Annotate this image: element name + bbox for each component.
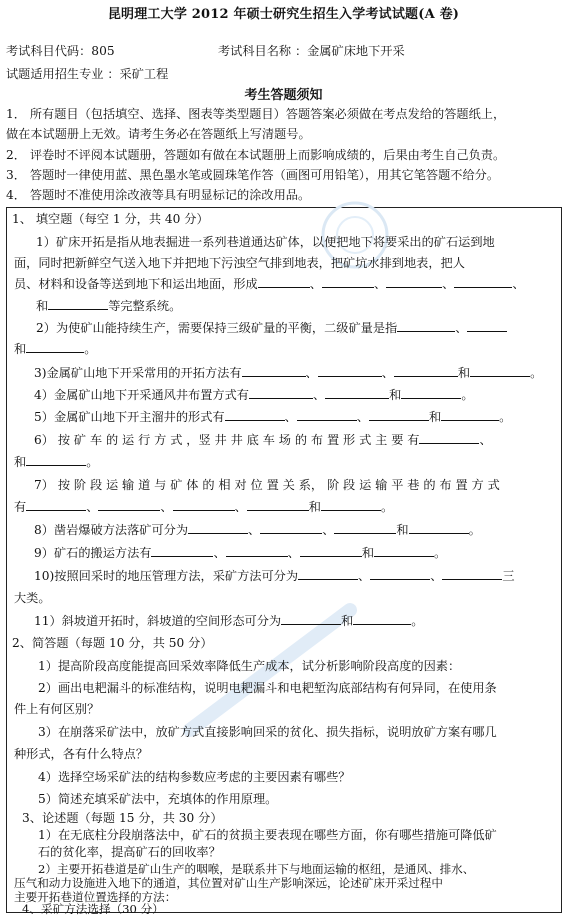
question-8-text: 8）凿岩爆破方法落矿可分为 [34, 523, 189, 537]
question-9-text: 9）矿石的搬运方法有 [34, 546, 152, 560]
question-line: 2）画出电耙漏斗的标准结构，说明电耙漏斗和电耙堑沟底部结构有何异同，在使用条 [38, 681, 497, 695]
answer-blank [397, 320, 455, 332]
answer-blank [325, 387, 389, 399]
answer-blank [442, 568, 502, 580]
question-line: 3）在崩落采矿法中，放矿方式直接影响回采的贫化、损失指标，说明放矿方案有哪几 [38, 725, 497, 739]
answer-blank [226, 545, 288, 557]
question-line: 压气和动力设施进入地下的通道，其位置对矿山生产影响深远，论述矿床开采过程中 [14, 876, 443, 890]
notice-rule: 1． 所有题目（包括填空、选择、图表等类型题目）答题答案必须做在考点发给的答题纸上， [6, 107, 506, 121]
section-3-title: 3、论述题（每题 15 分，共 30 分） [22, 811, 223, 825]
answer-blank [401, 387, 461, 399]
question-7-line: 7） 按 阶 段 运 输 道 与 矿 体 的 相 对 位 置 关 系， 阶 段 运 输 平 巷 的 布 置 方 式 [34, 478, 500, 492]
answer-blank [370, 568, 430, 580]
answer-blank [48, 298, 108, 310]
applicable-major: 试题适用招生专业 ：采矿工程 [6, 67, 169, 81]
question-2-line: 和 。 [14, 342, 97, 356]
question-7-line: 有 、 、 、 和 。 [14, 500, 394, 514]
section-4-title: 4、采矿方法选择（30 分） [22, 902, 164, 916]
answer-blank [353, 613, 411, 625]
question-1-text: 员、材料和设备等送到地下和运出地面，形成 [14, 277, 258, 291]
answer-blank [173, 499, 235, 511]
question-2-text: 和 [14, 342, 27, 356]
answer-blank [298, 568, 358, 580]
answer-blank [300, 545, 362, 557]
question-7-text: 有 [14, 500, 27, 514]
question-1-text: 和 [36, 299, 49, 313]
question-line: 1）提高阶段高度能提高回采效率降低生产成本，试分析影响阶段高度的因素： [38, 659, 461, 673]
notice-rule: 4． 答题时不准使用涂改液等具有明显标记的涂改用品。 [6, 188, 311, 202]
answer-blank [454, 276, 512, 288]
exam-title: 昆明理工大学 2012 年硕士研究生招生入学考试试题(A 卷) [107, 7, 460, 22]
answer-blank [369, 409, 429, 421]
answer-blank [386, 276, 442, 288]
answer-blank [322, 276, 374, 288]
question-8-text: 和 [396, 523, 409, 537]
question-11-text: 11）斜坡道开拓时，斜坡道的空间形态可分为 [34, 614, 282, 628]
section-1-title: 1、 填空题（每空 1 分，共 40 分） [12, 212, 209, 226]
question-4-text: 4）金属矿山地下开采通风井布置方式有 [34, 388, 249, 402]
answer-blank [26, 341, 84, 353]
answer-blank [409, 522, 469, 534]
answer-blank [258, 276, 310, 288]
question-7-text: 和 [308, 500, 321, 514]
question-line: 2）主要开拓巷道是矿山生产的咽喉，是联系井下与地面运输的枢纽，是通风、排水、 [38, 862, 475, 876]
answer-blank [297, 409, 357, 421]
question-2-text: 2）为使矿山能持续生产，需要保持三级矿量的平衡，二级矿量是指 [36, 321, 398, 335]
question-1-line: 1）矿床开拓是指从地表掘进一系列巷道通达矿体，以便把地下将要采出的矿石运到地 [36, 235, 495, 249]
question-10-text: 10)按照回采时的地压管理方法，采矿方法可分为 [34, 569, 299, 583]
question-11-line: 11）斜坡道开拓时，斜坡道的空间形态可分为 和 。 [34, 614, 424, 628]
question-6-text: 和 [14, 455, 27, 469]
question-2-line: 2）为使矿山能持续生产，需要保持三级矿量的平衡，二级矿量是指 、 [36, 319, 507, 337]
question-line: 1）在无底柱分段崩落法中，矿石的贫损主要表现在哪些方面，你有哪些措施可降低矿 [38, 828, 497, 842]
question-8-line: 8）凿岩爆破方法落矿可分为 、 、 和 。 [34, 523, 481, 537]
section-2-title: 2、简答题（每题 10 分，共 50 分） [12, 636, 213, 650]
notice-rule: 2． 评卷时不评阅本试题册，答题如有做在本试题册上而影响成绩的，后果由考生自己负责。 [6, 148, 506, 162]
question-3-text: 和 [457, 366, 471, 380]
question-6-text: 6） 按 矿 车 的 运 行 方 式 ，竖 井 井 底 车 场 的 布 置 形 式 主 要 有 [34, 433, 420, 447]
question-1-line: 员、材料和设备等送到地下和运出地面，形成 、 、 、 、 [14, 277, 525, 291]
notice-rule: 3． 答题时一律使用蓝、黑色墨水笔或圆珠笔作答（画图可用铅笔），用其它笔答题不给分。 [6, 168, 500, 182]
subject-name: 考试科目名称 ：金属矿床地下开采 [218, 44, 405, 58]
answer-blank [318, 365, 382, 377]
answer-blank [26, 499, 86, 511]
question-10-line: 10)按照回采时的地压管理方法，采矿方法可分为 、 、 三 [34, 569, 515, 583]
question-line: 4）选择空场采矿法的结构参数应考虑的主要因素有哪些？ [38, 770, 351, 784]
answer-blank [26, 454, 86, 466]
question-10-text: 三 [502, 569, 515, 583]
answer-blank [321, 499, 381, 511]
question-line: 种形式，各有什么特点？ [14, 747, 149, 761]
notice-title: 考生答题须知 [244, 88, 323, 103]
question-1-line [36, 297, 181, 315]
question-1-text: 等完整系统。 [108, 299, 182, 313]
answer-blank [281, 613, 341, 625]
answer-blank [441, 409, 499, 421]
answer-blank [242, 365, 306, 377]
question-1-line: 面，同时把新鲜空气送入地下并把地下污浊空气排到地表，把矿坑水排到地表，把人 [14, 256, 465, 270]
question-4-line: 4）金属矿山地下开采通风井布置方式有 、 和 。 [34, 388, 474, 402]
question-4-text: 和 [389, 388, 402, 402]
question-9-line: 9）矿石的搬运方法有 、 、 和 。 [34, 546, 447, 560]
question-11-text: 和 [341, 614, 354, 628]
question-9-text: 和 [361, 546, 375, 560]
question-5-text: 和 [428, 410, 442, 424]
notice-rule: 做在本试题册上无效。请考生务必在答题纸上写清题号。 [6, 127, 311, 141]
subject-code: 考试科目代码：805 [6, 44, 115, 58]
answer-blank [374, 545, 434, 557]
answer-blank [394, 365, 458, 377]
answer-blank [247, 499, 309, 511]
answer-blank [249, 387, 313, 399]
question-5-text: 5）金属矿山地下开主溜井的形式有 [34, 410, 225, 424]
answer-blank [98, 499, 160, 511]
answer-blank [470, 365, 530, 377]
question-line: 件上有何区别？ [14, 702, 100, 716]
question-6-line: 和 。 [14, 455, 99, 469]
question-line: 石的贫化率，提高矿石的回收率？ [38, 845, 221, 859]
question-line: 5）简述充填采矿法中，充填体的作用原理。 [38, 792, 278, 806]
question-3-line: 3)金属矿山地下开采常用的开拓方法有 、 、 和 。 [34, 366, 543, 380]
answer-blank [151, 545, 213, 557]
answer-blank [467, 320, 507, 332]
answer-blank [334, 522, 396, 534]
question-10-line: 大类。 [14, 591, 51, 605]
answer-blank [225, 409, 285, 421]
answer-blank [188, 522, 248, 534]
answer-blank [260, 522, 322, 534]
question-line: 主要开拓巷道位置选择的方法： [14, 890, 177, 904]
question-3-text: 3)金属矿山地下开采常用的开拓方法有 [34, 366, 242, 380]
question-5-line: 5）金属矿山地下开主溜井的形式有 、 、 和 。 [34, 410, 512, 424]
answer-blank [419, 432, 479, 444]
question-6-line: 6） 按 矿 车 的 运 行 方 式 ，竖 井 井 底 车 场 的 布 置 形 式 主 要 有 、 [34, 433, 492, 447]
